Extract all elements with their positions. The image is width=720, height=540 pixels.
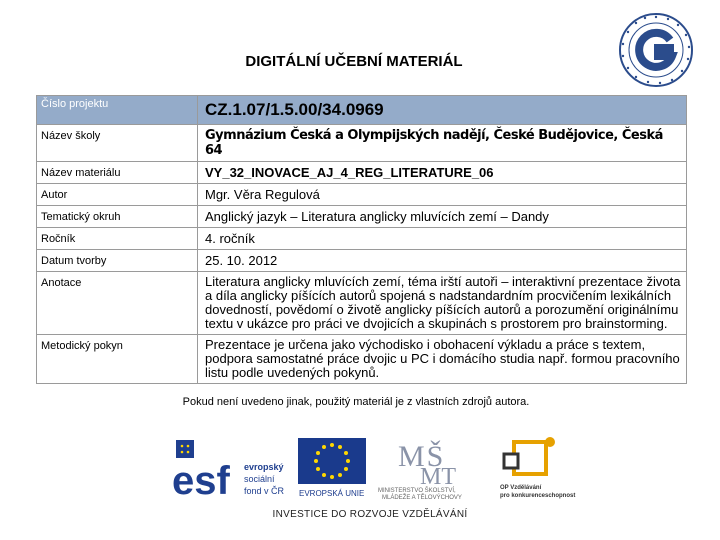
row-value: Literatura anglicky mluvících zemí, téma irští autoři – interaktivní prezentace života a díla anglicky píšících autorů spojená s nadstandardním procvičením lexikálních dovedností, povědomí o životě anglicky píšících autorů a porozumění originálnímu textu v ukázce pro práci ve dvojicích a skupinách s prostorem pro brainstorming. — [198, 272, 687, 335]
msmt-line-1: MINISTERSTVO ŠKOLSTVÍ, — [378, 488, 456, 494]
row-label: Datum tvorby — [37, 250, 198, 272]
page-title: DIGITÁLNÍ UČEBNÍ MATERIÁL — [245, 53, 463, 70]
row-label: Název školy — [37, 125, 198, 162]
table-row — [37, 206, 687, 228]
table-row — [37, 125, 687, 162]
row-label: Název materiálu — [37, 162, 198, 184]
source-note: Pokud není uvedeno jinak, použitý materiál je z vlastních zdrojů autora. — [182, 396, 530, 408]
eu-flag-logo — [298, 438, 366, 498]
op-vk-logo — [500, 437, 575, 499]
row-label: Metodický pokyn — [37, 335, 198, 384]
row-value: VY_32_INOVACE_AJ_4_REG_LITERATURE_06 — [198, 162, 687, 184]
row-label: Autor — [37, 184, 198, 206]
table-row — [37, 162, 687, 184]
svg-text:MT: MT — [420, 464, 456, 490]
row-value: Mgr. Věra Regulová — [198, 184, 687, 206]
op-line-1: OP Vzdělávání — [500, 485, 542, 491]
row-label: Číslo projektu — [37, 96, 198, 125]
row-label: Ročník — [37, 228, 198, 250]
msmt-logo — [378, 440, 462, 501]
op-line-2: pro konkurenceschopnost — [500, 493, 576, 499]
table-row — [37, 272, 687, 335]
table-row — [37, 335, 687, 384]
funding-logos — [170, 432, 590, 502]
esf-line-2: sociální — [244, 474, 275, 484]
row-label: Anotace — [37, 272, 198, 335]
row-value: Anglický jazyk – Literatura anglicky mluvících zemí – Dandy — [198, 206, 687, 228]
table-row — [37, 228, 687, 250]
msmt-line-2: MLÁDEŽE A TĚLOVÝCHOVY — [382, 495, 462, 501]
svg-text:MŠ: MŠ — [398, 440, 446, 473]
esf-line-3: fond v ČR — [244, 486, 285, 496]
row-value: Prezentace je určena jako východisko i obohacení výkladu a práce s textem, podpora samostatné práce dvojic u PC i domácího studia např. formou pracovního listu podle uvedených pokynů. — [198, 335, 687, 384]
esf-logo — [172, 440, 285, 502]
table-row — [37, 250, 687, 272]
svg-text:esf: esf — [172, 459, 230, 502]
school-seal-logo — [616, 10, 696, 90]
row-value: 4. ročník — [198, 228, 687, 250]
project-info-table — [36, 95, 687, 384]
table-row — [37, 184, 687, 206]
eu-label: EVROPSKÁ UNIE — [299, 489, 365, 498]
row-value: 25. 10. 2012 — [198, 250, 687, 272]
footer-slogan: INVESTICE DO ROZVOJE VZDĚLÁVÁNÍ — [272, 509, 468, 520]
row-value: Gymnázium Česká a Olympijských nadějí, České Budějovice, Česká 64 — [198, 125, 687, 162]
esf-line-1: evropský — [244, 462, 284, 472]
row-value: CZ.1.07/1.5.00/34.0969 — [198, 96, 687, 125]
table-row — [37, 96, 687, 125]
row-label: Tematický okruh — [37, 206, 198, 228]
